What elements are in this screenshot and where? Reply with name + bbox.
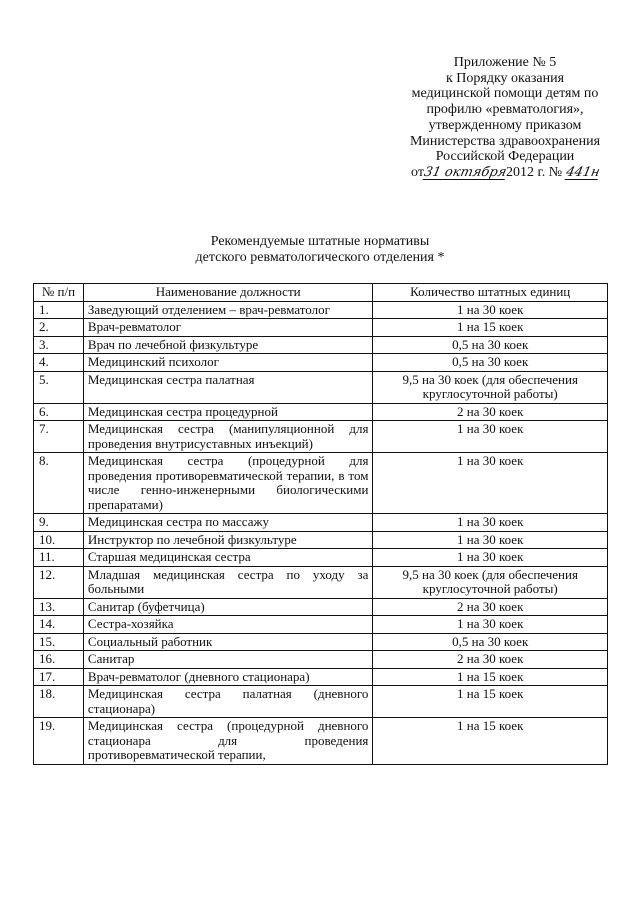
row-position: Медицинская сестра (манипуляционной для проведения внутрисуставных инъекций)	[83, 421, 373, 453]
row-position: Медицинский психолог	[83, 354, 373, 372]
row-quantity: 1 на 15 коек	[373, 686, 608, 718]
row-quantity: 2 на 30 коек	[373, 651, 608, 669]
table-row	[34, 371, 608, 403]
row-position: Врач по лечебной физкультуре	[83, 336, 373, 354]
table-header-row	[34, 284, 608, 302]
row-quantity: 2 на 30 коек	[373, 403, 608, 421]
table-row	[34, 651, 608, 669]
row-number: 10.	[34, 531, 84, 549]
row-quantity: 0,5 на 30 коек	[373, 354, 608, 372]
row-number: 12.	[34, 566, 84, 598]
row-position: Врач-ревматолог	[83, 319, 373, 337]
row-number: 13.	[34, 598, 84, 616]
row-quantity: 9,5 на 30 коек (для обеспечения круглосуточной работы)	[373, 566, 608, 598]
row-position: Старшая медицинская сестра	[83, 549, 373, 567]
row-quantity: 1 на 30 коек	[373, 514, 608, 532]
table-row	[34, 616, 608, 634]
row-number: 3.	[34, 336, 84, 354]
header-quantity: Количество штатных единиц	[373, 284, 608, 302]
staffing-table	[33, 283, 608, 765]
row-number: 18.	[34, 686, 84, 718]
row-position: Медицинская сестра палатная (дневного стационара)	[83, 686, 373, 718]
row-quantity: 2 на 30 коек	[373, 598, 608, 616]
row-position: Сестра-хозяйка	[83, 616, 373, 634]
row-position: Санитар (буфетчица)	[83, 598, 373, 616]
table-row	[34, 301, 608, 319]
row-position: Медицинская сестра по массажу	[83, 514, 373, 532]
table-row	[34, 531, 608, 549]
appendix-header	[360, 55, 640, 181]
row-position: Социальный работник	[83, 633, 373, 651]
date-prefix: от	[411, 164, 424, 180]
row-quantity: 1 на 30 коек	[373, 421, 608, 453]
row-quantity: 1 на 30 коек	[373, 616, 608, 634]
row-number: 14.	[34, 616, 84, 634]
row-position: Медицинская сестра (процедурной для проведения противоревматической терапии, в том числе генно-инженерными биологическими препаратами)	[83, 453, 373, 514]
row-number: 1.	[34, 301, 84, 319]
row-quantity: 1 на 30 коек	[373, 453, 608, 514]
row-number: 5.	[34, 371, 84, 403]
row-number: 8.	[34, 453, 84, 514]
row-position: Санитар	[83, 651, 373, 669]
row-quantity: 1 на 30 коек	[373, 549, 608, 567]
row-quantity: 0,5 на 30 коек	[373, 633, 608, 651]
row-quantity: 1 на 15 коек	[373, 319, 608, 337]
row-quantity: 1 на 15 коек	[373, 668, 608, 686]
row-number: 2.	[34, 319, 84, 337]
row-number: 17.	[34, 668, 84, 686]
appendix-line: медицинской помощи детям по	[411, 86, 599, 102]
row-position: Заведующий отделением – врач-ревматолог	[83, 301, 373, 319]
table-row	[34, 453, 608, 514]
header-position: Наименование должности	[83, 284, 373, 302]
row-number: 15.	[34, 633, 84, 651]
document-title	[0, 234, 640, 266]
table-row	[34, 421, 608, 453]
table-row	[34, 633, 608, 651]
table-row	[34, 319, 608, 337]
row-number: 16.	[34, 651, 84, 669]
appendix-line: Российской Федерации	[435, 149, 575, 165]
table-row	[34, 566, 608, 598]
row-position: Медицинская сестра (процедурной дневного стационара для проведения противоревматической терапии,	[83, 718, 373, 765]
row-quantity: 1 на 30 коек	[373, 301, 608, 319]
date-year: 2012 г. №	[506, 164, 563, 180]
table-row	[34, 403, 608, 421]
row-quantity: 1 на 30 коек	[373, 531, 608, 549]
row-quantity: 0,5 на 30 коек	[373, 336, 608, 354]
row-position: Медицинская сестра палатная	[83, 371, 373, 403]
handwritten-order-number: 441н	[564, 164, 601, 180]
handwritten-date: 31 октября	[422, 164, 508, 180]
table-body	[34, 301, 608, 764]
row-quantity: 9,5 на 30 коек (для обеспечения круглосуточной работы)	[373, 371, 608, 403]
appendix-line: утвержденному приказом	[428, 117, 582, 133]
table-row	[34, 686, 608, 718]
row-position: Инструктор по лечебной физкультуре	[83, 531, 373, 549]
row-number: 6.	[34, 403, 84, 421]
table-row	[34, 336, 608, 354]
title-line-2: детского ревматологического отделения *	[195, 250, 445, 265]
table-row	[34, 668, 608, 686]
appendix-line: к Порядку оказания	[445, 70, 565, 86]
row-position: Врач-ревматолог (дневного стационара)	[83, 668, 373, 686]
table-row	[34, 354, 608, 372]
table-row	[34, 514, 608, 532]
title-line-1: Рекомендуемые штатные нормативы	[210, 234, 430, 249]
row-position: Медицинская сестра процедурной	[83, 403, 373, 421]
table-row	[34, 718, 608, 765]
appendix-line: профилю «ревматология»,	[426, 102, 584, 118]
row-number: 11.	[34, 549, 84, 567]
row-number: 9.	[34, 514, 84, 532]
appendix-line: Министерства здравоохранения	[409, 133, 601, 149]
row-number: 19.	[34, 718, 84, 765]
appendix-line: Приложение № 5	[453, 55, 557, 70]
row-quantity: 1 на 15 коек	[373, 718, 608, 765]
row-position: Младшая медицинская сестра по уходу за больными	[83, 566, 373, 598]
row-number: 7.	[34, 421, 84, 453]
table-row	[34, 549, 608, 567]
order-date-line	[360, 165, 640, 181]
row-number: 4.	[34, 354, 84, 372]
header-number: № п/п	[34, 284, 84, 302]
table-row	[34, 598, 608, 616]
